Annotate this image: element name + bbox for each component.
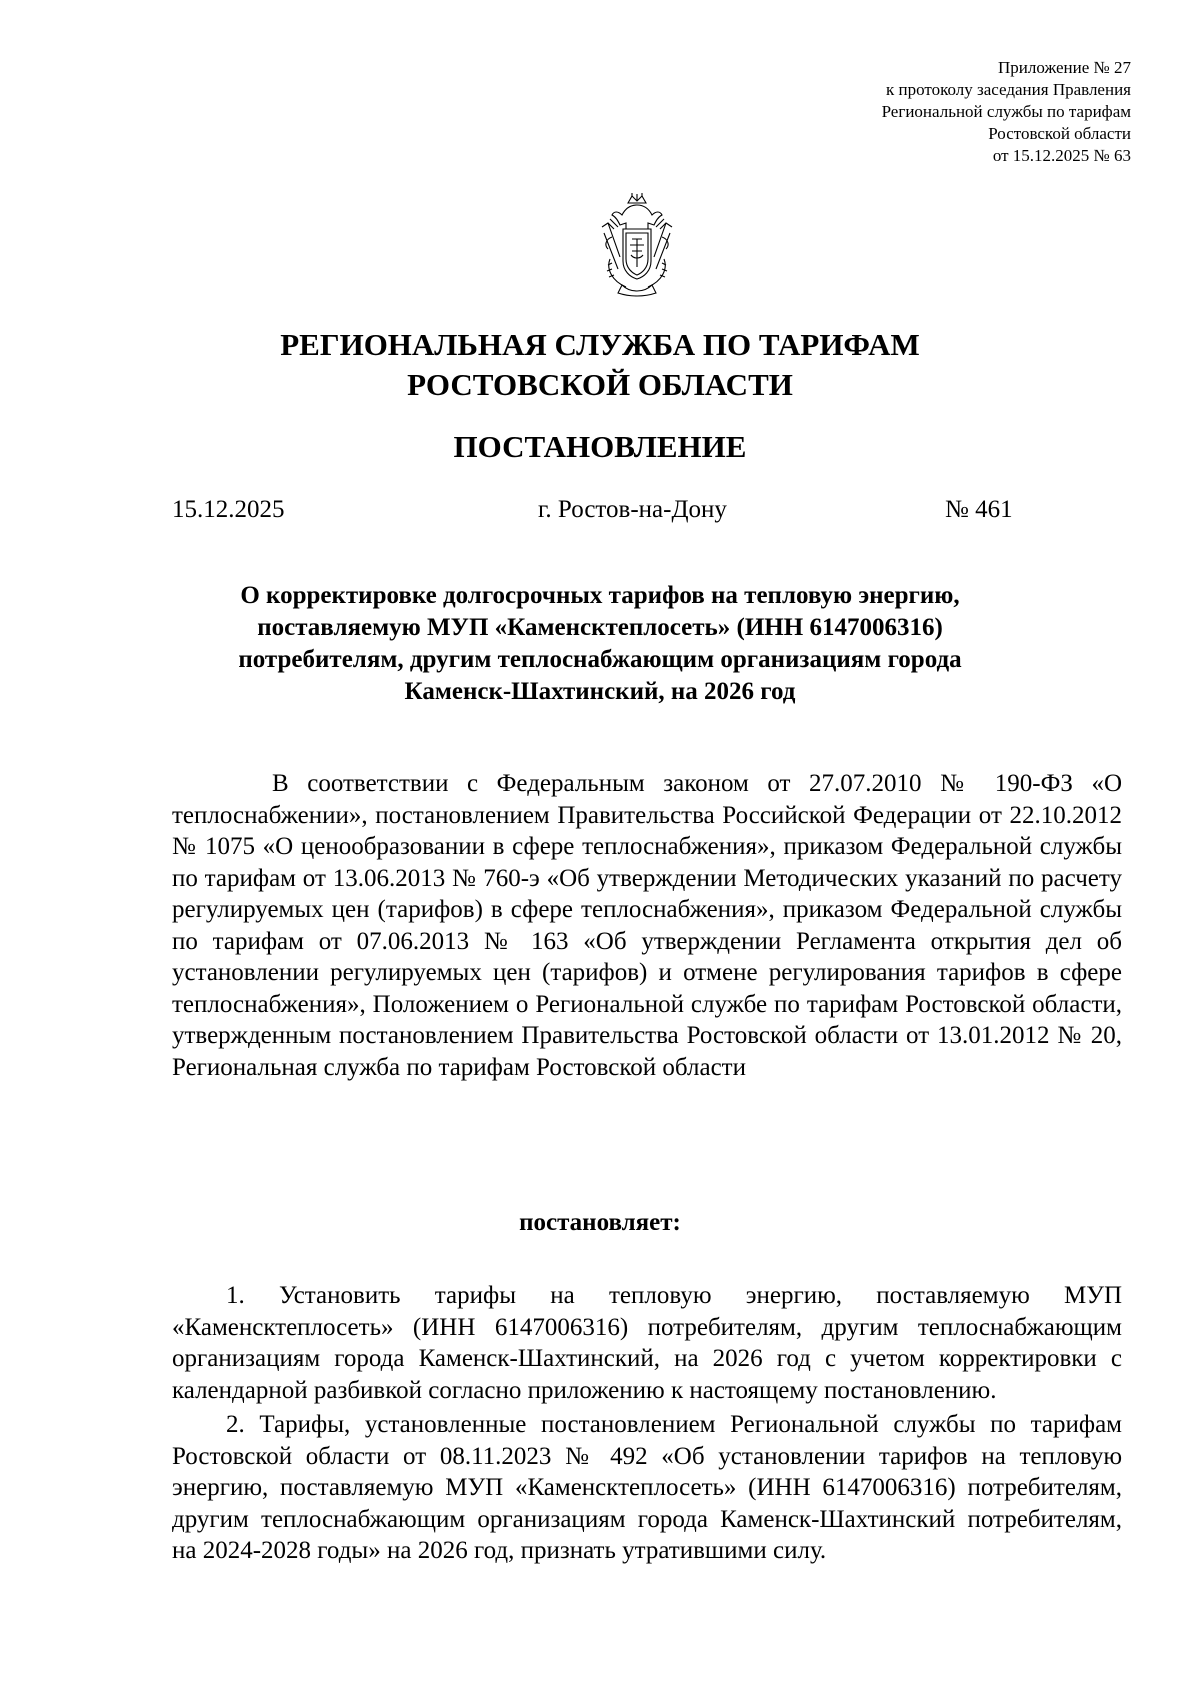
- document-city: г. Ростов-на-Дону: [538, 496, 727, 523]
- coat-of-arms-icon: [592, 193, 682, 297]
- subject-line: О корректировке долгосрочных тарифов на тепловую энергию,: [240, 582, 960, 609]
- annex-line: от 15.12.2025 № 63: [992, 146, 1131, 165]
- decree-item-2: 2. Тарифы, установленные постановлением Региональной службы по тарифам Ростовской области от 08.11.2023 № 492 «Об установлении тарифов на тепловую энергию, поставляемую МУП «Каменсктеплосеть» (ИНН 6147006316) потребителям, другим теплоснабжающим организациям города Каменск-Шахтинский потребителям, на 2024-2028 годы» на 2026 год, признать утратившими силу.: [172, 1411, 1122, 1564]
- document-date: 15.12.2025: [172, 496, 285, 523]
- subject-line: поставляемую МУП «Каменсктеплосеть» (ИНН 6147006316): [257, 614, 943, 641]
- subject-line: потребителям, другим теплоснабжающим организациям города: [238, 646, 962, 673]
- organization-title: [0, 325, 1200, 405]
- annex-line: к протоколу заседания Правления: [886, 80, 1131, 99]
- document-subject: [180, 580, 1020, 708]
- document-type: ПОСТАНОВЛЕНИЕ: [453, 429, 747, 464]
- annex-line: Ростовской области: [988, 124, 1131, 143]
- subject-line: Каменск-Шахтинский, на 2026 год: [404, 678, 796, 705]
- document-number: № 461: [945, 496, 1013, 523]
- annex-line: Региональной службы по тарифам: [881, 102, 1131, 121]
- preamble-paragraph: В соответствии с Федеральным законом от 27.07.2010 № 190-ФЗ «О теплоснабжении», постановлением Правительства Российской Федерации от 22.10.2012 № 1075 «О ценообразовании в сфере теплоснабжения», приказом Федеральной службы по тарифам от 13.06.2013 № 760-э «Об утверждении Методических указаний по расчету регулируемых цен (тарифов) в сфере теплоснабжения», приказом Федеральной службы по тарифам от 07.06.2013 № 163 «Об утверждении Регламента открытия дел об установлении регулируемых цен (тарифов) и отмене регулирования тарифов в сфере теплоснабжения», Положением о Региональной службе по тарифам Ростовской области, утвержденным постановлением Правительства Ростовской области от 13.01.2012 № 20, Региональная служба по тарифам Ростовской области: [172, 770, 1122, 1081]
- org-title-line: РЕГИОНАЛЬНАЯ СЛУЖБА ПО ТАРИФАМ: [280, 327, 920, 362]
- annex-line: Приложение № 27: [998, 58, 1131, 77]
- org-title-line: РОСТОВСКОЙ ОБЛАСТИ: [407, 367, 793, 402]
- decree-word: постановляет:: [519, 1209, 681, 1236]
- annex-block: [882, 57, 1131, 167]
- decree-item-1: 1. Установить тарифы на тепловую энергию, поставляемую МУП «Каменсктеплосеть» (ИНН 6147006316) потребителям, другим теплоснабжающим организациям города Каменск-Шахтинский, на 2026 год с учетом корректировки с календарной разбивкой согласно приложению к настоящему постановлению.: [172, 1282, 1122, 1404]
